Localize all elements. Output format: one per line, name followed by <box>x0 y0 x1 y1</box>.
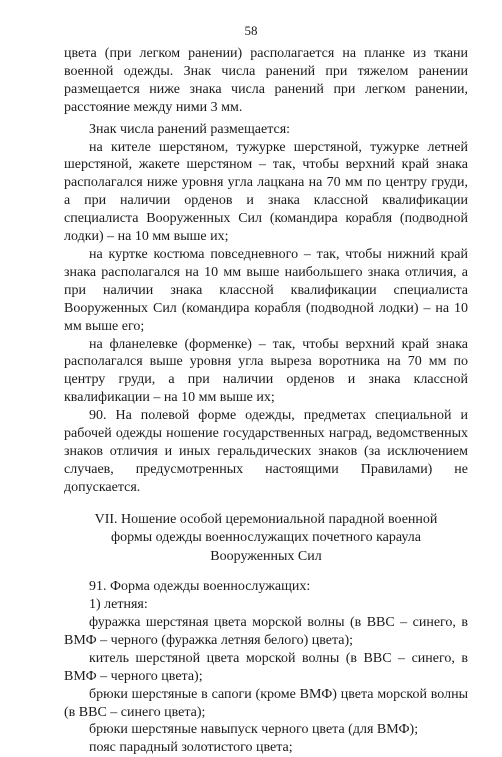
paragraph-jacket-placement: на куртке костюма повседневного – так, чтобы нижний край знака располагался на 10 мм выше наибольшего знака отличия, а при наличии знака классной квалификации специалиста Вооруженных Сил (командира корабля (подводной лодки) – на 10 мм выше его; <box>64 246 468 334</box>
list-item-belt: пояс парадный золотистого цвета; <box>89 740 293 756</box>
list-item-trousers-straight: брюки шерстяные навыпуск черного цвета (для ВМФ); <box>89 722 419 738</box>
paragraph-90: 90. На полевой форме одежды, предметах специальной и рабочей одежды ношение государственных наград, ведомственных знаков отличия и иных геральдических знаков (за исключением случаев, предусмотренных настоящими Правилами) не допускается. <box>64 408 468 495</box>
paragraph-wound-badge-placement: Знак числа ранений размещается: <box>89 121 291 137</box>
paragraph-continuation: цвета (при легком ранении) располагается на планке из ткани военной одежды. Знак числа ранений при тяжелом ранении размещается ниже знака числа ранений при легком ранении, расстояние между ними 3 мм. <box>64 46 468 115</box>
section-heading-line-1: VII. Ношение особой церемониальной парадной военной <box>94 511 438 527</box>
paragraph-kitel-placement: на кителе шерстяном, тужурке шерстяной, тужурке летней шерстяной, жакете шерстяном – так, чтобы верхний край знака располагался ниже уровня угла лацкана на 70 мм по центру груди, а при наличии орденов и знака классной квалификации специалиста Вооруженных Сил (командира корабля (подводной лодки) – на 10 мм выше их; <box>64 139 468 245</box>
paragraph-flanelevka-placement: на фланелевке (форменке) – так, чтобы верхний край знака располагался выше уровня угла выреза воротника на 70 мм по центру груди, а при наличии орденов и знака классной квалификации – на 10 мм выше их; <box>64 336 468 406</box>
paragraph-91: 91. Форма одежды военнослужащих: <box>89 579 311 595</box>
section-heading <box>64 511 468 567</box>
section-heading-line-3: Вооруженных Сил <box>210 548 322 564</box>
document-body <box>64 45 468 757</box>
list-item-trousers-boots: брюки шерстяные в сапоги (кроме ВМФ) цвета морской волны (в ВВС – синего цвета); <box>64 686 468 720</box>
list-item-cap: фуражка шерстяная цвета морской волны (в ВВС – синего, в ВМФ – черного (фуражка летняя белого) цвета); <box>64 614 468 648</box>
page-number: 58 <box>244 23 258 38</box>
list-item-summer: 1) летняя: <box>89 597 148 613</box>
list-item-kitel: китель шерстяной цвета морской волны (в ВВС – синего, в ВМФ – черного цвета); <box>64 650 468 684</box>
section-heading-line-2: формы одежды военнослужащих почетного караула <box>111 530 421 546</box>
